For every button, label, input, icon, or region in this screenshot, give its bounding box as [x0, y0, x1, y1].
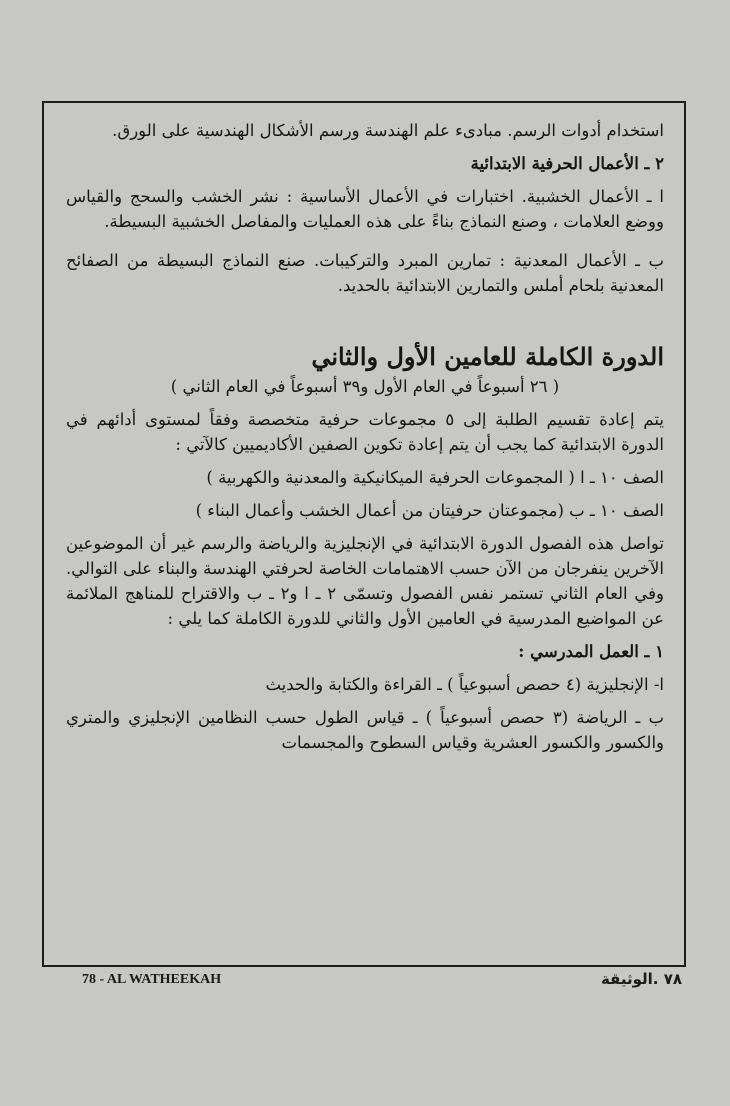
course-title: الدورة الكاملة للعامين الأول والثاني — [311, 342, 664, 371]
course-intro-paragraph: يتم إعادة تقسيم الطلبة إلى ٥ مجموعات حرفية متخصصة وفقاً لمستوى أدائهم في الدورة الابتدائية كما يجب أن يتم إعادة تكوين الصفين الأكاديميين كالآتي : — [66, 410, 664, 454]
class-10a-line: الصف ١٠ ـ ا ( المجموعات الحرفية الميكانيكية والمعدنية والكهربية ) — [206, 468, 664, 487]
paragraph-metalwork: ب ـ الأعمال المعدنية : تمارين المبرد والتركيبات. صنع النماذج البسيطة من الصفائح المعدنية بلحام أملس والتمارين الابتدائية بالحديد. — [66, 251, 664, 295]
math-paragraph: ب ـ الرياضة (٣ حصص أسبوعياً ) ـ قياس الطول حسب النظامين الإنجليزي والمتري والكسور والكسور العشرية وقياس السطوح والمجسمات — [66, 708, 664, 752]
school-work-heading: ١ ـ العمل المدرسي : — [518, 642, 664, 661]
footer-page-label: 78 - AL WATHEEKAH — [82, 972, 222, 987]
course-duration: ( ٢٦ أسبوعاً في العام الأول و٣٩ أسبوعاً في العام الثاني ) — [170, 377, 560, 396]
class-10b-line: الصف ١٠ ـ ب (مجموعتان حرفيتان من أعمال الخشب وأعمال البناء ) — [195, 501, 664, 520]
footer-page-label-arabic: ٧٨ .الوثيقة — [600, 970, 682, 988]
page-content — [66, 118, 664, 755]
paragraph-woodwork: ا ـ الأعمال الخشبية. اختبارات في الأعمال الأساسية : نشر الخشب والسحج والقياس ووضع العلامات ، وصنع النماذج بناءً على هذه العمليات والمفاصل الخشبية البسيطة. — [66, 187, 664, 231]
intro-paragraph: استخدام أدوات الرسم. مبادىء علم الهندسة ورسم الأشكال الهندسية على الورق. — [112, 121, 664, 140]
section-heading-crafts: ٢ ـ الأعمال الحرفية الابتدائية — [470, 154, 664, 173]
continuation-paragraph: تواصل هذه الفصول الدورة الابتدائية في الإنجليزية والرياضة والرسم غير أن الموضوعين الآخرين ينفرجان من الآن حسب الاهتمامات الخاصة لحرفتي الهندسة والبناء على التوالي. وفي العام الثاني تستمر نفس الفصول وتسمّى ٢ ـ ا و٢ ـ ب والاقتراح للمناهج الملائمة عن المواضيع المدرسية في العامين الأول والثاني للدورة الكاملة كما يلي : — [66, 534, 665, 628]
english-line: ا- الإنجليزية (٤ حصص أسبوعياً ) ـ القراءة والكتابة والحديث — [265, 675, 664, 694]
